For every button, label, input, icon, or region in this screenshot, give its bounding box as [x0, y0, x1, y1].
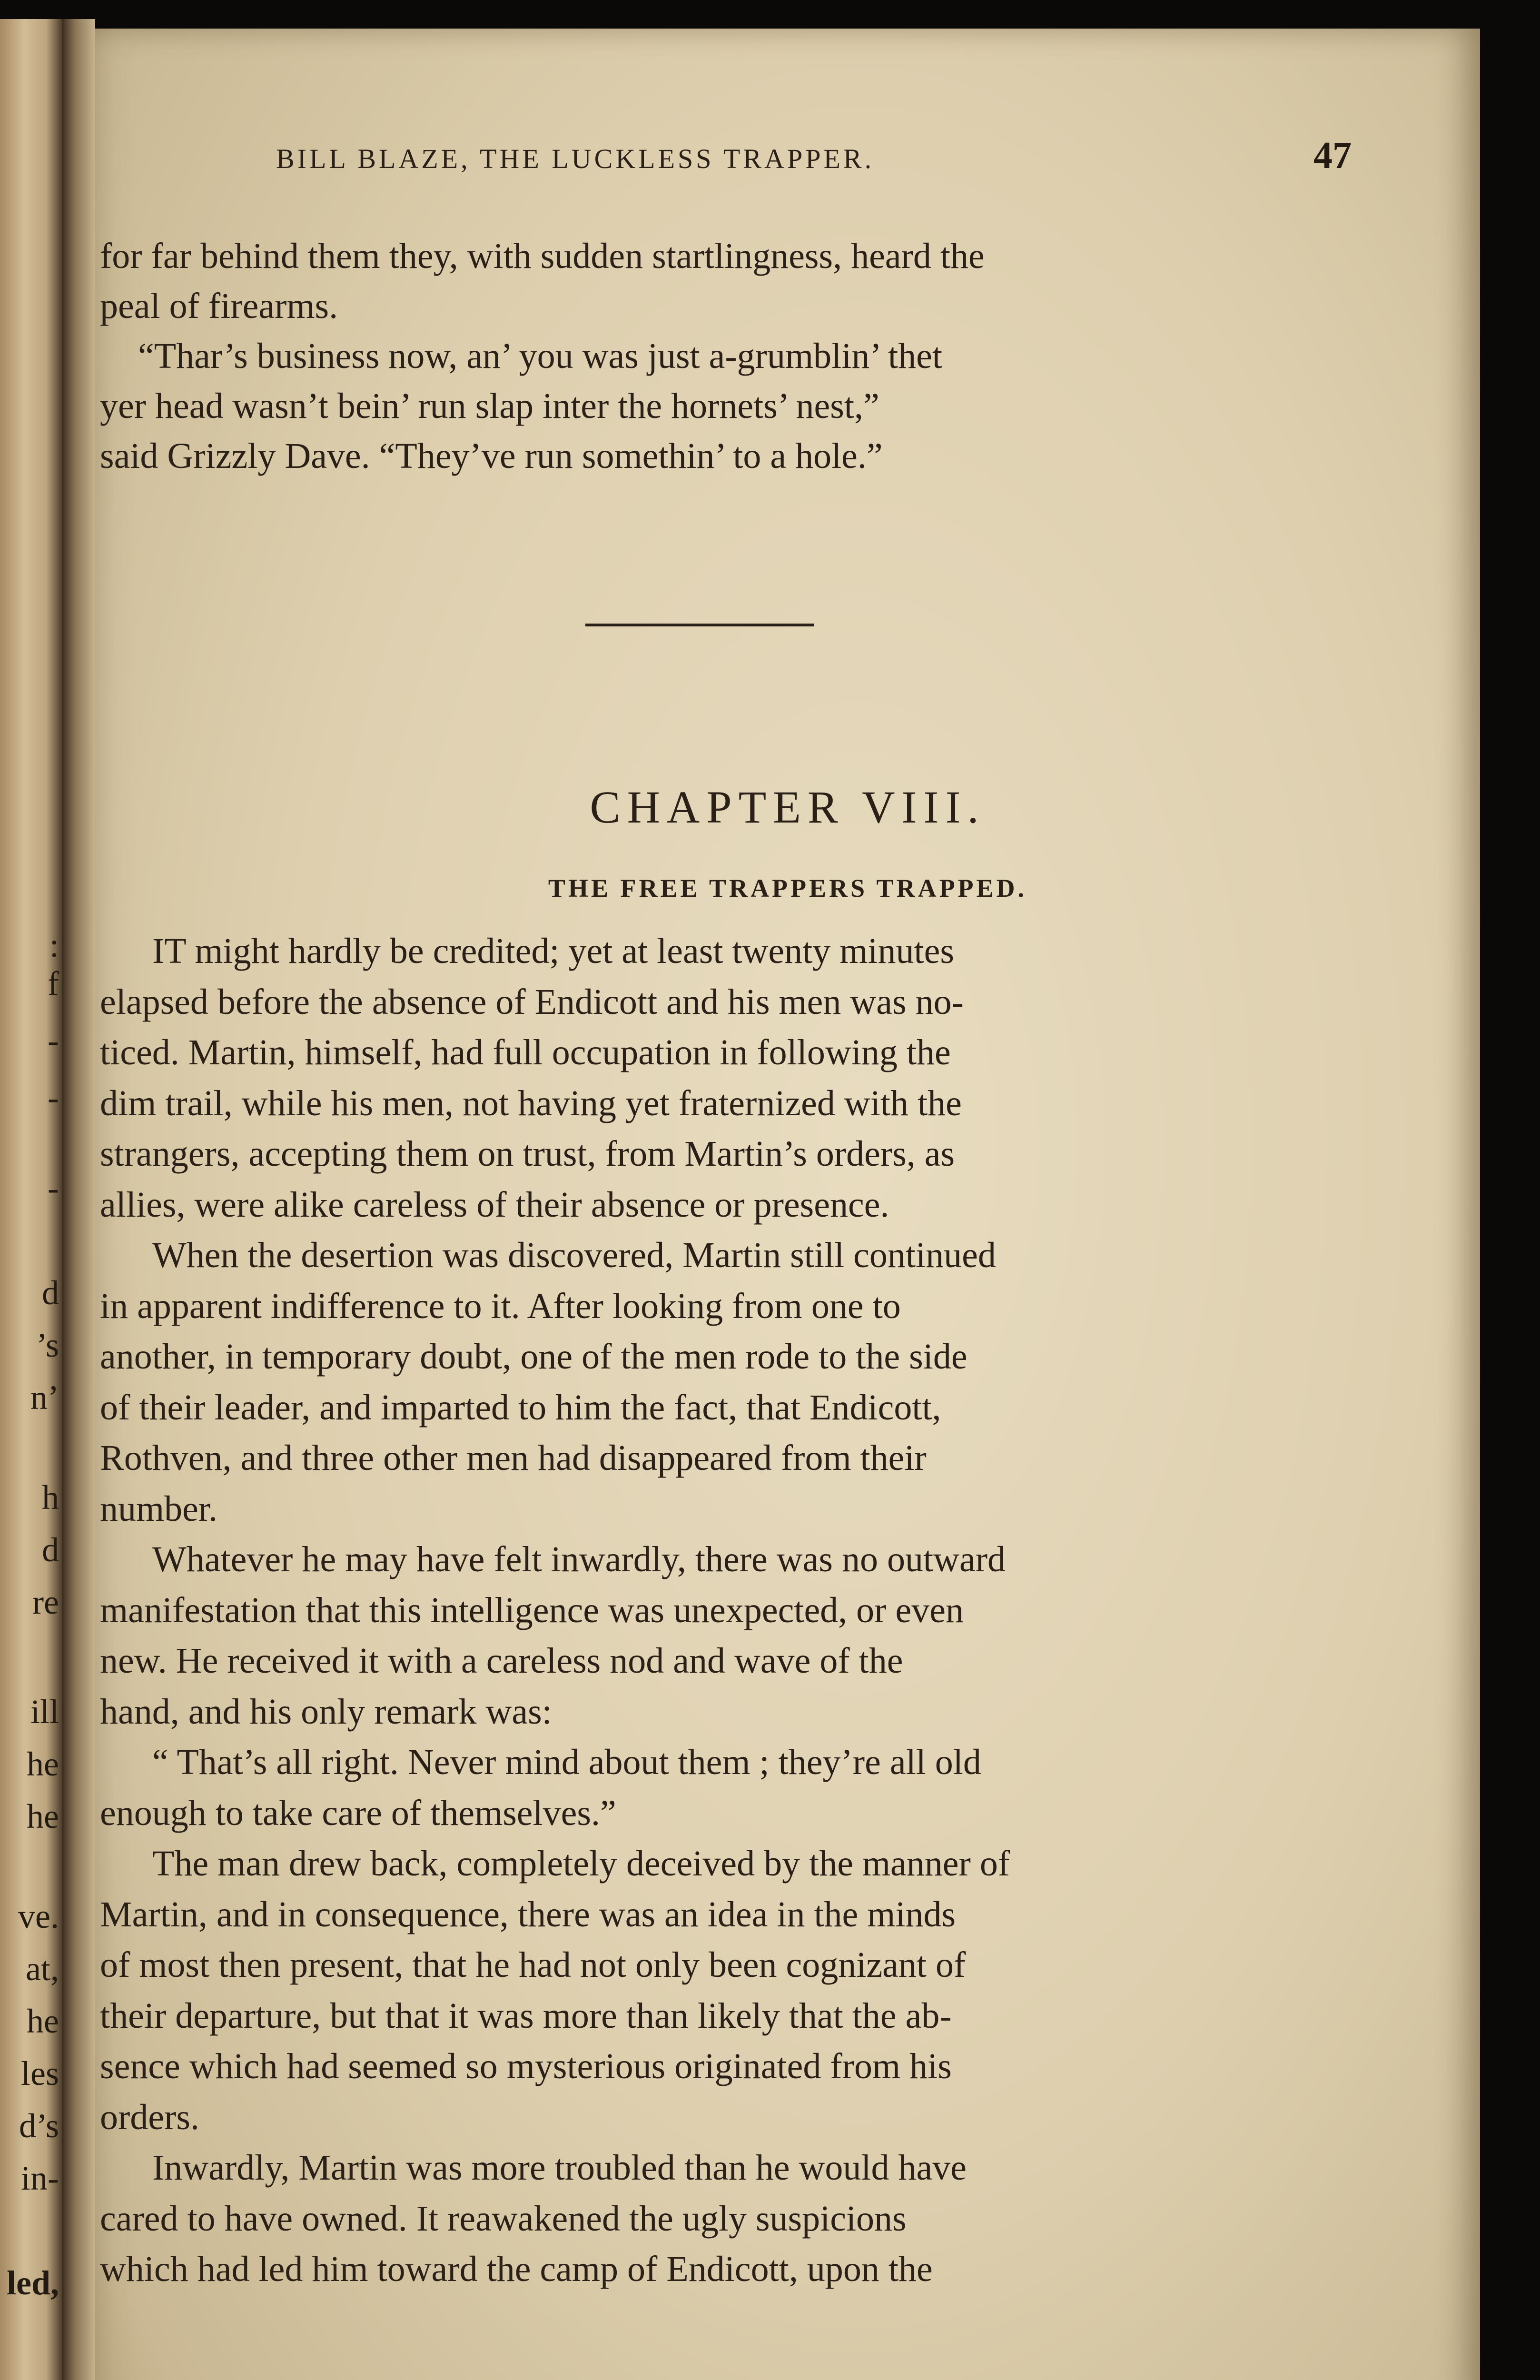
opening-line-text: “Thar’s business now, an’ you was just a-grumblin’ thet	[138, 336, 942, 376]
left-fragment: f	[48, 964, 59, 1002]
left-fragment: d	[42, 1274, 59, 1312]
left-fragment: ’s	[36, 1326, 59, 1364]
opening-line-text: said Grizzly Dave. “They’ve run somethin’ to a hole.”	[100, 436, 883, 476]
body-line-text: sence which had seemed so mysterious originated from his	[100, 2046, 952, 2086]
opening-line-text: for far behind them they, with sudden startlingness, heard the	[100, 236, 985, 276]
body-line-text: of their leader, and imparted to him the fact, that Endicott,	[100, 1387, 941, 1428]
body-line-text: Inwardly, Martin was more troubled than he would have	[152, 2148, 967, 2188]
left-fragment: d’s	[19, 2107, 59, 2145]
left-fragment: -	[48, 1169, 59, 1207]
body-line-text: dim trail, while his men, not having yet fraternized with the	[100, 1083, 962, 1123]
body-line-text: strangers, accepting them on trust, from Martin’s orders, as	[100, 1134, 955, 1174]
body-line-text: of most then present, that he had not only been cognizant of	[100, 1945, 966, 1985]
body-line-text: elapsed before the absence of Endicott and his men was no-	[100, 982, 964, 1022]
left-fragment: n’	[30, 1378, 59, 1417]
body-line-text: in apparent indifference to it. After looking from one to	[100, 1286, 901, 1326]
body-line-text: orders.	[100, 2097, 199, 2137]
left-fragment: led,	[6, 2264, 59, 2302]
body-line-text: cared to have owned. It reawakened the ugly suspicions	[100, 2198, 907, 2239]
left-fragment: he	[27, 1797, 59, 1835]
left-fragment: -	[48, 1021, 59, 1060]
book-gutter	[62, 19, 95, 2380]
body-line-text: Whatever he may have felt inwardly, there was no outward	[152, 1539, 1006, 1579]
body-line-text: their departure, but that it was more than likely that the ab-	[100, 1995, 952, 2036]
book-page	[95, 29, 1480, 2380]
body-line-text: The man drew back, completely deceived by the manner of	[152, 1844, 1010, 1884]
body-line-text: IT might hardly be credited; yet at least twenty minutes	[152, 931, 954, 971]
chapter-title: CHAPTER VIII.	[590, 782, 986, 833]
section-divider	[585, 624, 814, 626]
body-line-text: allies, were alike careless of their absence or presence.	[100, 1184, 889, 1225]
body-line-text: manifestation that this intelligence was unexpected, or even	[100, 1590, 964, 1630]
left-fragment: d	[42, 1531, 59, 1569]
left-fragment: he	[27, 2002, 59, 2040]
left-fragment: re	[32, 1583, 59, 1621]
facing-page-text-fragments	[0, 19, 62, 2380]
left-fragment: h	[42, 1478, 59, 1517]
running-head: BILL BLAZE, THE LUCKLESS TRAPPER.	[276, 143, 875, 174]
body-line-text: enough to take care of themselves.”	[100, 1793, 616, 1833]
body-line-text: which had led him toward the camp of Endicott, upon the	[100, 2249, 933, 2289]
facing-page-edge	[0, 19, 62, 2380]
left-fragment: :	[49, 926, 59, 964]
body-line-text: “ That’s all right. Never mind about them ; they’re all old	[152, 1742, 981, 1782]
body-line-text: When the desertion was discovered, Martin still continued	[152, 1235, 996, 1275]
body-line-text: number.	[100, 1488, 217, 1529]
chapter-subtitle: THE FREE TRAPPERS TRAPPED.	[548, 874, 1027, 902]
left-fragment: ve.	[18, 1897, 59, 1935]
body-line-text: hand, and his only remark was:	[100, 1691, 552, 1732]
body-line-text: new. He received it with a careless nod and wave of the	[100, 1641, 903, 1681]
left-fragment: in-	[21, 2159, 59, 2197]
body-line-text: ticed. Martin, himself, had full occupation in following the	[100, 1032, 951, 1072]
body-line-text: Rothven, and three other men had disappeared from their	[100, 1438, 927, 1478]
body-line-text: another, in temporary doubt, one of the men rode to the side	[100, 1337, 967, 1377]
opening-line-text: yer head wasn’t bein’ run slap inter the hornets’ nest,”	[100, 386, 879, 426]
opening-line-text: peal of firearms.	[100, 286, 338, 326]
left-fragment: -	[48, 1079, 59, 1117]
left-fragment: les	[21, 2054, 59, 2092]
body-line-text: Martin, and in consequence, there was an idea in the minds	[100, 1894, 956, 1934]
left-fragment: at,	[26, 1950, 59, 1988]
left-fragment: ill	[30, 1693, 59, 1731]
page-number: 47	[1313, 135, 1352, 177]
left-fragment: he	[27, 1745, 59, 1783]
